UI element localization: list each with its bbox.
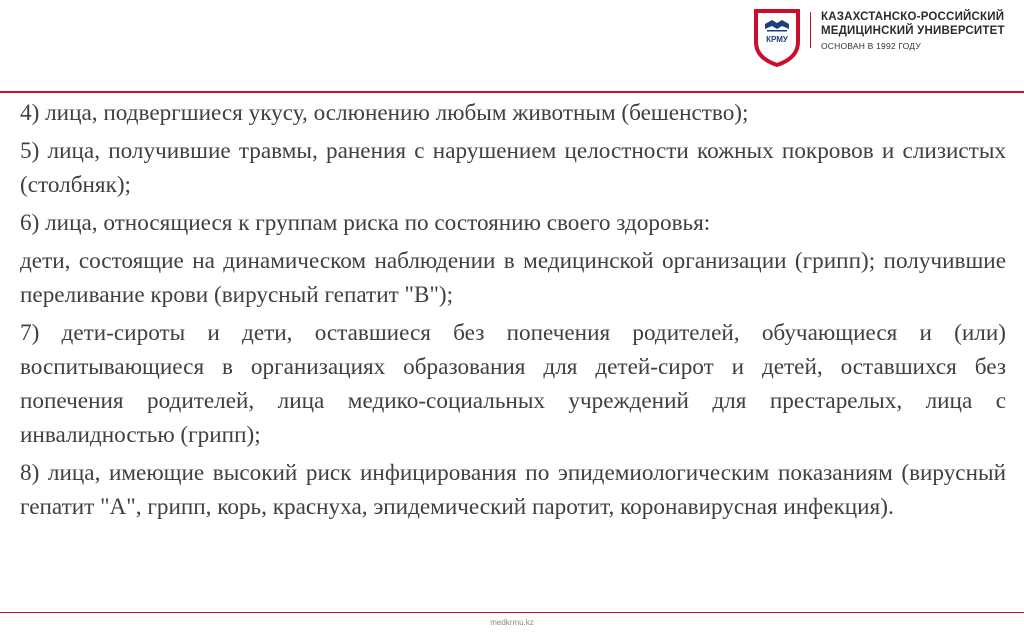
university-name-line2: МЕДИЦИНСКИЙ УНИВЕРСИТЕТ <box>821 25 1005 37</box>
paragraph-item-7: 7) дети-сироты и дети, оставшиеся без попечения родителей, обучающиеся и (или) воспитывающиеся в организациях образования для детей-сирот и детей, оставшихся без попечения родителей, лица медико-социальных учреждений для престарелых, лица с инвалидностью (грипп); <box>20 320 1006 448</box>
header-divider <box>810 12 811 48</box>
paragraph-item-8: 8) лица, имеющие высокий риск инфицирования по эпидемиологическим показаниям (вирусный гепатит "А", грипп, корь, краснуха, эпидемический паротит, коронавирусная инфекция). <box>20 460 1006 520</box>
paragraph-item-6: 6) лица, относящиеся к группам риска по состоянию своего здоровья: <box>20 210 711 236</box>
header-rule <box>0 91 1024 93</box>
header <box>0 0 1024 91</box>
footer-rule <box>0 612 1024 613</box>
university-name-line1: КАЗАХСТАНСКО-РОССИЙСКИЙ <box>821 11 1005 23</box>
paragraph-item-4: 4) лица, подвергшиеся укусу, ослюнению любым животным (бешенство); <box>20 100 749 126</box>
footer-site: medkrmu.kz <box>490 618 534 627</box>
university-name <box>821 10 1005 38</box>
paragraph-children: дети, состоящие на динамическом наблюдении в медицинской организации (грипп); получившие переливание крови (вирусный гепатит "В"); <box>20 248 1006 308</box>
university-founded: ОСНОВАН В 1992 ГОДУ <box>821 41 921 51</box>
paragraph-item-5: 5) лица, получившие травмы, ранения с нарушением целостности кожных покровов и слизистых (столбняк); <box>20 138 1006 198</box>
svg-text:КРМУ: КРМУ <box>766 35 788 44</box>
university-logo-icon <box>752 8 802 68</box>
slide-body <box>20 96 1006 528</box>
